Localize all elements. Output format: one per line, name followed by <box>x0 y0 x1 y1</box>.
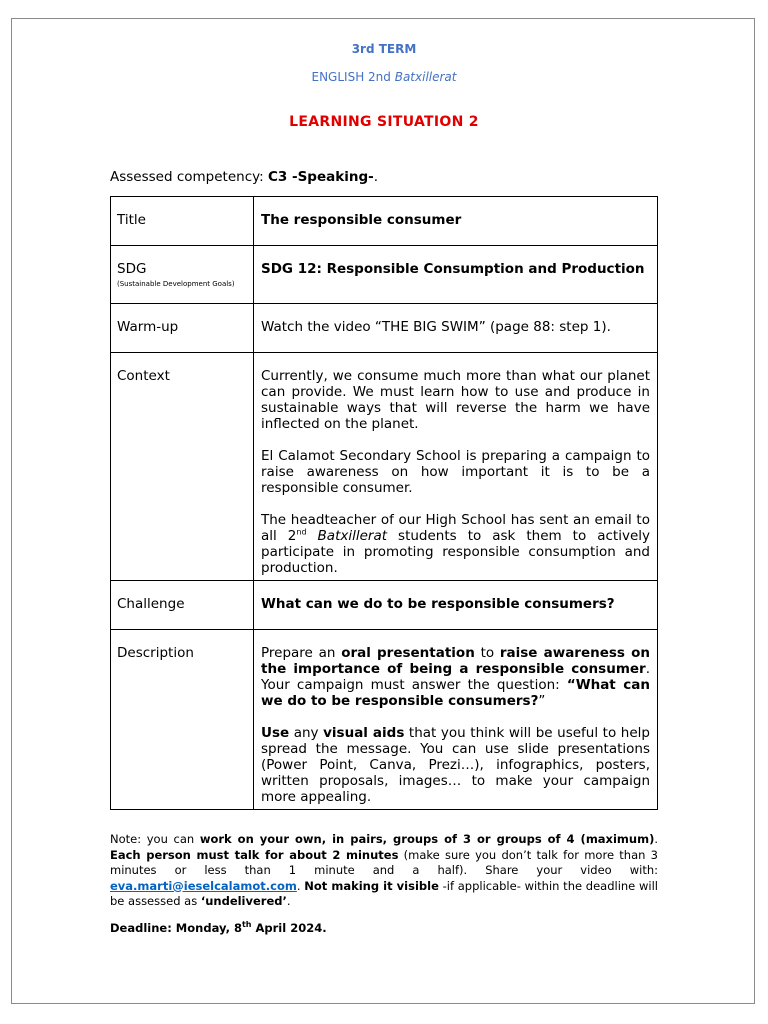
desc-p1-d: raise awareness on the importance of being a responsible consumer <box>261 645 650 677</box>
description-label: Description <box>111 630 254 810</box>
sdg-label: SDG <box>117 261 147 277</box>
warmup-label: Warm-up <box>111 304 254 353</box>
desc-p2-c: visual aids <box>323 725 405 741</box>
competency-label: Assessed competency: <box>110 169 268 185</box>
table-row-context <box>111 353 658 581</box>
warmup-value: Watch the video “THE BIG SWIM” (page 88: step 1). <box>254 304 658 353</box>
description-paragraph-1 <box>261 645 650 709</box>
context-p3-text: The headteacher of our High School has sent an email to all 2 <box>261 512 650 544</box>
note-e: (make sure you don’t talk for more than 3 minutes or less than 1 minute and a half). Share your video with: <box>110 847 658 877</box>
challenge-value: What can we do to be responsible consumers? <box>254 581 658 630</box>
sdg-value: SDG 12: Responsible Consumption and Production <box>254 246 658 304</box>
table-row-title <box>111 197 658 246</box>
context-p3-italic: Batxillerat <box>317 528 388 544</box>
title-value: The responsible consumer <box>254 197 658 246</box>
note-i: ‘undelivered’ <box>200 894 287 908</box>
challenge-label: Challenge <box>111 581 254 630</box>
desc-p2-a: Use <box>261 725 290 741</box>
term-heading: 3rd TERM <box>351 42 417 56</box>
desc-p1-b: oral presentation <box>341 645 475 661</box>
context-label: Context <box>111 353 254 581</box>
note-a: Note: you can <box>110 832 200 846</box>
title-label: Title <box>111 197 254 246</box>
deadline <box>110 921 327 935</box>
desc-p1-f: “What can we do to be responsible consumers? <box>261 677 650 709</box>
competency-value: C3 -Speaking- <box>267 169 374 185</box>
assessed-competency <box>110 169 378 185</box>
note-j: . <box>286 894 291 908</box>
note-c: . <box>654 832 658 846</box>
note-h: -if applicable- within the deadline will be assessed as <box>110 878 658 908</box>
note-g: Not making it visible <box>304 878 439 893</box>
desc-p2-d: that you think will be useful to help spread the message. You can use slide presentations (Power Point, Canva, Prezi…), infographics, posters, written proposals, images… to make your campaign more appealing. <box>261 725 650 805</box>
email-link[interactable]: eva.marti@ieselcalamot.com <box>110 878 297 893</box>
course-italic: Batxillerat <box>394 70 457 84</box>
course-heading <box>0 70 768 84</box>
deadline-sup: th <box>241 920 252 930</box>
context-p3-sup: nd <box>296 527 307 537</box>
competency-end: . <box>373 169 379 185</box>
context-p3-text-end: students to ask them to actively participate in promoting responsible consumption and production. <box>261 528 651 576</box>
description-paragraph-2 <box>261 725 650 805</box>
context-paragraph-3 <box>261 512 650 576</box>
sdg-cell <box>111 246 254 304</box>
context-value <box>254 353 658 581</box>
desc-p1-g: ” <box>538 693 546 709</box>
submission-note <box>110 832 658 910</box>
note-d: Each person must talk for about 2 minutes <box>110 847 399 862</box>
sdg-sublabel: (Sustainable Development Goals) <box>117 280 235 288</box>
desc-p1-e: . Your campaign must answer the question: <box>261 661 650 693</box>
table-row-warmup <box>111 304 658 353</box>
course-prefix: ENGLISH 2nd <box>311 70 395 84</box>
table-row-description <box>111 630 658 810</box>
context-paragraph-2: El Calamot Secondary School is preparing a campaign to raise awareness on how important it is to be a responsible consumer. <box>261 448 650 496</box>
description-value <box>254 630 658 810</box>
desc-p1-a: Prepare an <box>261 645 342 661</box>
desc-p2-b: any <box>289 725 324 741</box>
note-b: work on your own, in pairs, groups of 3 or groups of 4 (maximum) <box>199 832 655 846</box>
note-f: . <box>296 878 305 893</box>
learning-situation-title: LEARNING SITUATION 2 <box>289 114 479 130</box>
context-paragraph-1: Currently, we consume much more than what our planet can provide. We must learn how to use and produce in sustainable ways that will reverse the harm we have inflected on the planet. <box>261 368 650 432</box>
table-row-challenge <box>111 581 658 630</box>
deadline-a: Deadline: Monday, 8 <box>110 921 242 935</box>
deadline-b: April 2024. <box>251 921 327 935</box>
desc-p1-c: to <box>474 645 500 661</box>
table-row-sdg <box>111 246 658 304</box>
learning-situation-table <box>110 196 658 810</box>
